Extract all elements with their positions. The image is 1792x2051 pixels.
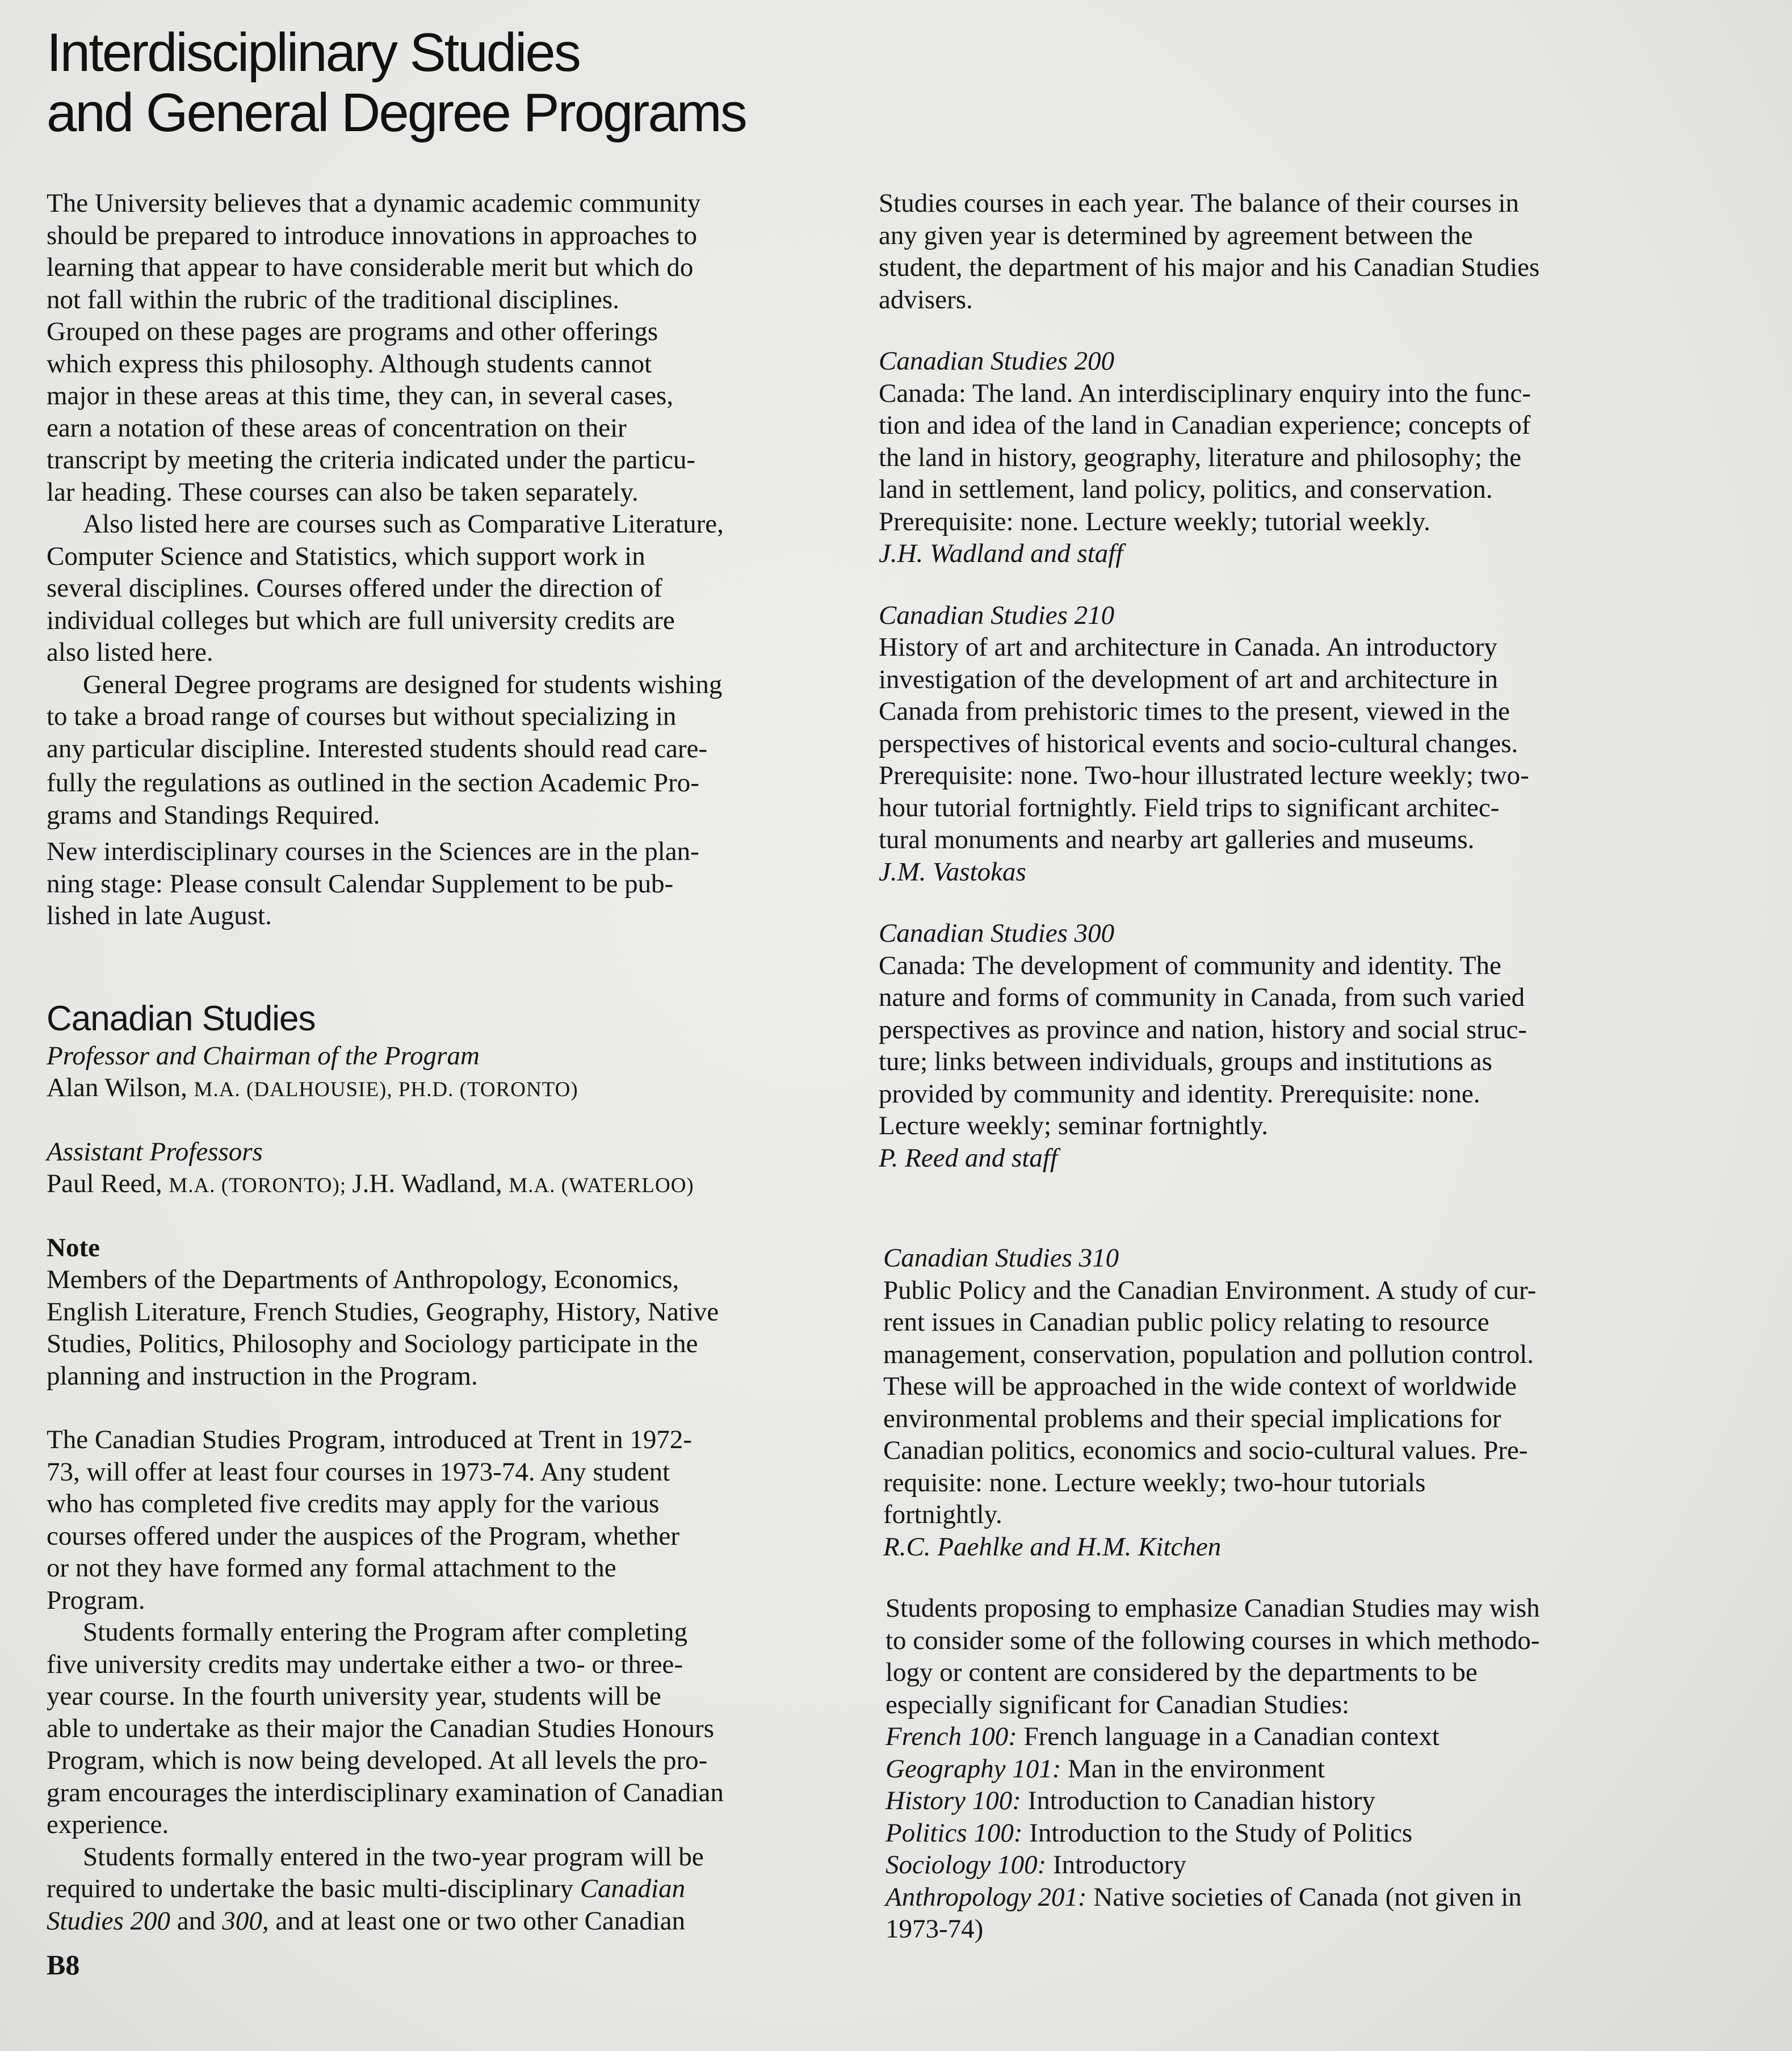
text-line: any given year is determined by agreement between the (879, 220, 1473, 250)
program-paragraph (47, 1616, 836, 1841)
text-line: Grouped on these pages are programs and other offerings (47, 317, 658, 346)
text-line: also listed here. (47, 637, 213, 667)
text-line (47, 1873, 836, 1905)
faculty-name: J.H. Wadland, (352, 1169, 509, 1198)
text-line: History of art and architecture in Canada. An introductory (879, 632, 1497, 662)
text-line: The Canadian Studies Program, introduced at Trent in 1972- (47, 1425, 692, 1454)
faculty-listing (47, 1040, 836, 1106)
faculty-role: Professor and Chairman of the Program (47, 1041, 480, 1071)
faculty-degrees: M.A. (DALHOUSIE), PH.D. (TORONTO) (194, 1078, 578, 1101)
faculty-degrees: M.A. (TORONTO); (169, 1174, 352, 1197)
text-line: Public Policy and the Canadian Environment. A study of cur- (883, 1275, 1537, 1305)
text-line: Prerequisite: none. Two-hour illustrated lecture weekly; two- (879, 761, 1529, 790)
text-line: should be prepared to introduce innovations in approaches to (47, 220, 697, 250)
course-title: Canadian Studies 300 (879, 918, 1115, 948)
text-line: student, the department of his major and his Canadian Studies (879, 253, 1540, 282)
text-line: the land in history, geography, literature and philosophy; the (879, 442, 1522, 472)
related-course-item (885, 1721, 1673, 1753)
text-line: ning stage: Please consult Calendar Supplement to be pub- (47, 869, 674, 899)
text-line: Studies, Politics, Philosophy and Sociology participate in the (47, 1329, 698, 1358)
text-span: required to undertake the basic multi-disciplinary (47, 1874, 580, 1903)
related-course-desc: French language in a Canadian context (1017, 1722, 1440, 1751)
related-course-desc: Man in the environment (1061, 1754, 1325, 1784)
faculty-listing (47, 1136, 836, 1202)
text-line: year course. In the fourth university year, students will be (47, 1681, 661, 1711)
text-line: 73, will offer at least four courses in 1973-74. Any student (47, 1457, 670, 1487)
text-span: Studies 200 (47, 1906, 171, 1936)
intro-paragraph (47, 508, 836, 669)
text-span: Canadian (580, 1874, 686, 1903)
text-span: 300, (222, 1906, 269, 1936)
faculty-role: Assistant Professors (47, 1136, 263, 1167)
course-title: Canadian Studies 210 (879, 600, 1115, 630)
text-line: planning and instruction in the Program. (47, 1361, 478, 1391)
text-line: to consider some of the following courses in which methodo- (885, 1625, 1540, 1655)
text-line: advisers. (879, 284, 973, 314)
text-line: ture; links between individuals, groups and institutions as (879, 1047, 1492, 1076)
related-course-desc: Introductory (1046, 1850, 1186, 1880)
related-course-name: History 100: (885, 1786, 1021, 1815)
text-line: courses offered under the auspices of the Program, whether (47, 1521, 679, 1551)
course-entry (883, 1242, 1673, 1563)
intro-paragraph (47, 836, 836, 932)
text-line: Canadian politics, economics and socio-cultural values. Pre- (883, 1436, 1528, 1465)
text-line: management, conservation, population and pollution control. (883, 1339, 1534, 1369)
text-line: experience. (47, 1810, 169, 1839)
text-line: individual colleges but which are full university credits are (47, 605, 675, 635)
text-line: several disciplines. Courses offered under the direction of (47, 573, 663, 603)
text-line: any particular discipline. Interested students should read care- (47, 733, 708, 764)
faculty-degrees: M.A. (WATERLOO) (509, 1174, 694, 1197)
text-line: transcript by meeting the criteria indicated under the particu- (47, 445, 696, 475)
course-instructor: J.M. Vastokas (879, 857, 1026, 887)
text-line (47, 1905, 836, 1937)
text-line: Program. (47, 1585, 145, 1615)
text-line: 1973-74) (885, 1914, 984, 1944)
page-title-line: and General Degree Programs (47, 82, 746, 143)
intro-paragraph (47, 669, 836, 832)
related-courses (885, 1592, 1673, 1945)
text-line: hour tutorial fortnightly. Field trips to significant architec- (879, 792, 1500, 823)
text-line: earn a notation of these areas of concentration on their (47, 413, 627, 443)
related-course-item (885, 1849, 1673, 1881)
related-course-name: Sociology 100: (885, 1850, 1047, 1880)
text-line: provided by community and identity. Prerequisite: none. (879, 1079, 1480, 1109)
text-line: lar heading. These courses can also be taken separately. (47, 477, 639, 507)
text-line: Students formally entered in the two-year program will be (83, 1842, 704, 1872)
course-title: Canadian Studies 200 (879, 346, 1115, 376)
text-line: nature and forms of community in Canada, from such varied (879, 983, 1525, 1012)
text-line: tural monuments and nearby art galleries and museums. (879, 825, 1475, 854)
text-line: Also listed here are courses such as Comparative Literature, (83, 509, 724, 539)
text-line: which express this philosophy. Although students cannot (47, 349, 652, 379)
left-column (47, 187, 836, 1937)
text-span: and at least one or two other Canadian (268, 1906, 686, 1936)
text-line: Members of the Departments of Anthropology, Economics, (47, 1265, 679, 1294)
course-entry (879, 599, 1673, 888)
related-course-name: Anthropology 201: (885, 1882, 1087, 1912)
text-line: English Literature, French Studies, Geography, History, Native (47, 1297, 719, 1327)
continued-paragraph (879, 187, 1673, 316)
text-line: who has completed five credits may apply for the various (47, 1489, 660, 1519)
text-line: investigation of the development of art and architecture in (879, 664, 1499, 694)
text-line: Lecture weekly; seminar fortnightly. (879, 1111, 1269, 1140)
course-entry (879, 917, 1673, 1174)
text-line: Students proposing to emphasize Canadian Studies may wish (885, 1593, 1540, 1623)
course-entry (879, 345, 1673, 570)
text-line: land in settlement, land policy, politics, and conservation. (879, 475, 1493, 504)
course-instructor: P. Reed and staff (879, 1143, 1058, 1173)
text-line: The University believes that a dynamic academic community (47, 188, 701, 218)
text-line: logy or content are considered by the departments to be (885, 1658, 1478, 1687)
related-course-item (885, 1785, 1673, 1817)
text-line: gram encourages the interdisciplinary examination of Canadian (47, 1777, 724, 1807)
course-instructor: R.C. Paehlke and H.M. Kitchen (883, 1532, 1222, 1562)
program-paragraph (47, 1424, 836, 1616)
text-span: and (170, 1906, 223, 1936)
section-heading: Canadian Studies (47, 999, 316, 1038)
text-line: perspectives of historical events and socio-cultural changes. (879, 728, 1518, 758)
text-line: not fall within the rubric of the traditional disciplines. (47, 284, 619, 314)
text-line: fully the regulations as outlined in the section Academic Pro- (47, 768, 699, 798)
faculty-member (47, 1168, 836, 1202)
related-course-name: Geography 101: (885, 1754, 1061, 1784)
faculty-member (47, 1072, 836, 1106)
faculty-name: Alan Wilson, (47, 1073, 194, 1102)
text-line: learning that appear to have considerable merit but which do (47, 253, 694, 282)
text-line: rent issues in Canadian public policy relating to resource (883, 1307, 1489, 1337)
note-block (47, 1232, 836, 1393)
related-course-desc: Introduction to Canadian history (1021, 1786, 1375, 1815)
text-line: These will be approached in the wide context of worldwide (883, 1371, 1517, 1401)
page-title-line: Interdisciplinary Studies (47, 22, 580, 83)
text-line: Prerequisite: none. Lecture weekly; tutorial weekly. (879, 506, 1430, 536)
related-course-item (885, 1881, 1673, 1914)
right-column (879, 187, 1673, 1945)
text-line: lished in late August. (47, 901, 272, 930)
course-title: Canadian Studies 310 (883, 1243, 1119, 1273)
text-line: or not they have formed any formal attachment to the (47, 1553, 616, 1583)
text-line: General Degree programs are designed for students wishing (83, 669, 723, 699)
text-line: environmental problems and their special implications for (883, 1403, 1501, 1433)
text-line: Canada: The development of community and identity. The (879, 950, 1501, 980)
related-course-name: Politics 100: (885, 1818, 1023, 1848)
related-course-item (885, 1753, 1673, 1785)
text-line: to take a broad range of courses but without specializing in (47, 702, 677, 731)
faculty-name: Paul Reed, (47, 1169, 169, 1198)
text-line: Canada from prehistoric times to the present, viewed in the (879, 697, 1510, 726)
course-instructor: J.H. Wadland and staff (879, 539, 1123, 568)
text-line: perspectives as province and nation, history and social struc- (879, 1014, 1527, 1045)
text-line: Students formally entering the Program after completing (83, 1617, 688, 1647)
text-line: requisite: none. Lecture weekly; two-hour tutorials (883, 1467, 1426, 1498)
text-line: grams and Standings Required. (47, 800, 380, 830)
related-course-item (885, 1817, 1673, 1849)
text-line: Studies courses in each year. The balance of their courses in (879, 188, 1520, 218)
note-heading: Note (47, 1232, 100, 1263)
program-paragraph (47, 1841, 836, 1937)
text-line: fortnightly. (883, 1500, 1002, 1529)
text-line: able to undertake as their major the Canadian Studies Honours (47, 1713, 714, 1743)
related-course-name: French 100: (885, 1722, 1017, 1751)
text-line: tion and idea of the land in Canadian experience; concepts of (879, 410, 1531, 440)
related-course-desc: Introduction to the Study of Politics (1022, 1818, 1413, 1848)
page-title (47, 23, 746, 143)
text-line: Computer Science and Statistics, which support work in (47, 541, 645, 571)
intro-paragraph (47, 187, 836, 508)
related-course-desc: Native societies of Canada (not given in (1086, 1882, 1522, 1912)
text-line: New interdisciplinary courses in the Sciences are in the plan- (47, 837, 699, 866)
text-line: Canada: The land. An interdisciplinary enquiry into the func- (879, 378, 1531, 408)
text-line: Program, which is now being developed. At all levels the pro- (47, 1746, 708, 1775)
page-number: B8 (47, 1949, 80, 1981)
text-line: especially significant for Canadian Studies: (885, 1689, 1350, 1719)
text-line: five university credits may undertake either a two- or three- (47, 1649, 683, 1679)
text-line: major in these areas at this time, they can, in several cases, (47, 381, 674, 410)
